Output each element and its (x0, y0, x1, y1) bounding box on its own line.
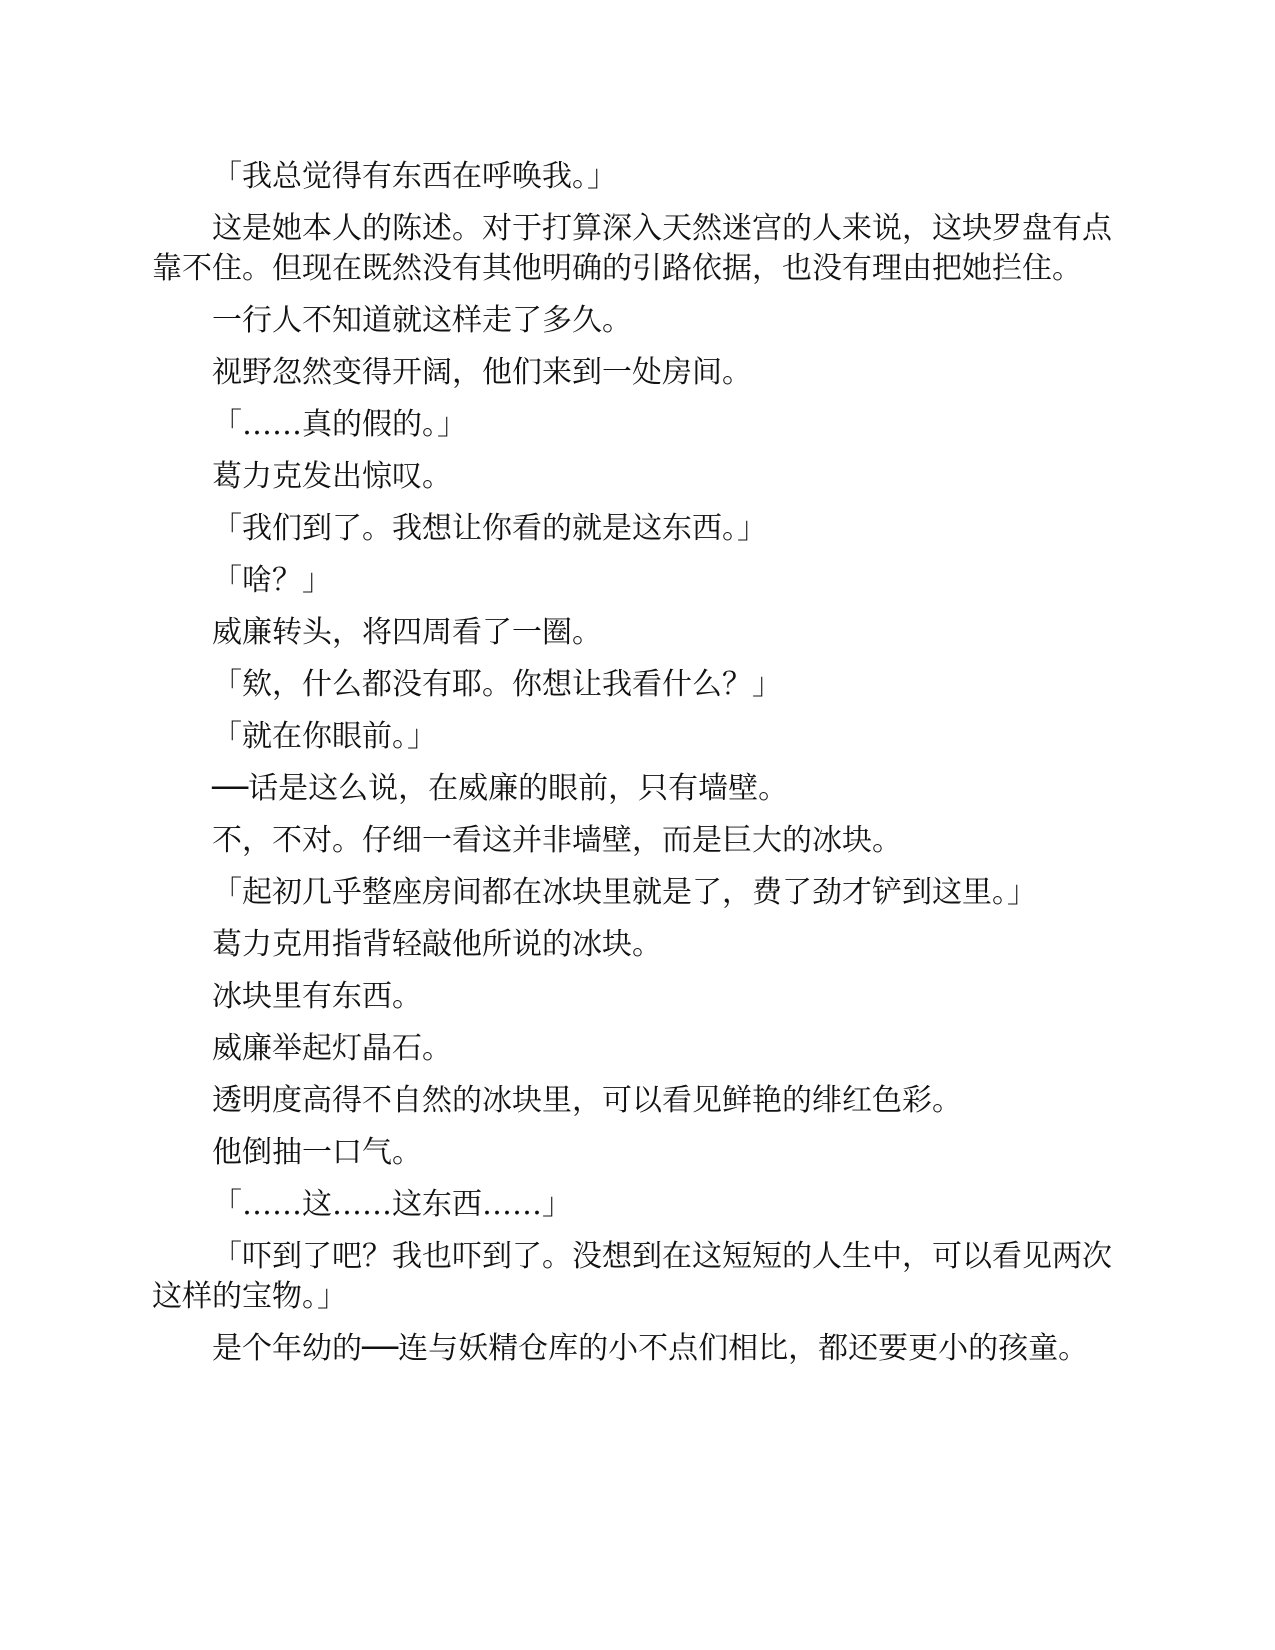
paragraph: 他倒抽一口气。 (212, 1135, 422, 1170)
paragraph: 「欸，什么都没有耶。你想让我看什么？」 (212, 667, 782, 702)
paragraph: 冰块里有东西。 (212, 979, 422, 1014)
paragraph: 威廉举起灯晶石。 (212, 1031, 452, 1066)
paragraph: 这是她本人的陈述。对于打算深入天然迷宫的人来说，这块罗盘有点靠不住。但现在既然没有其他明确的引路依据，也没有理由把她拦住。 (152, 211, 1112, 286)
paragraph: 不，不对。仔细一看这并非墙壁，而是巨大的冰块。 (212, 823, 902, 858)
paragraph: 威廉转头，将四周看了一圈。 (212, 615, 602, 650)
paragraph: 透明度高得不自然的冰块里，可以看见鲜艳的绯红色彩。 (212, 1083, 962, 1118)
paragraph: 「……这……这东西……」 (212, 1187, 572, 1222)
novel-text-body (152, 157, 1127, 1381)
paragraph: 「啥？」 (212, 563, 332, 598)
paragraph: 「起初几乎整座房间都在冰块里就是了，费了劲才铲到这里。」 (212, 875, 1037, 910)
paragraph: 葛力克用指背轻敲他所说的冰块。 (212, 927, 662, 962)
paragraph: 「……真的假的。」 (212, 407, 467, 442)
paragraph: 一行人不知道就这样走了多久。 (212, 303, 632, 338)
paragraph: 「吓到了吧？我也吓到了。没想到在这短短的人生中，可以看见两次这样的宝物。」 (152, 1239, 1112, 1314)
paragraph: 葛力克发出惊叹。 (212, 459, 452, 494)
paragraph: ──话是这么说，在威廉的眼前，只有墙壁。 (212, 771, 789, 806)
paragraph: 是个年幼的──连与妖精仓库的小不点们相比，都还要更小的孩童。 (212, 1331, 1089, 1366)
paragraph: 「我总觉得有东西在呼唤我。」 (212, 159, 617, 194)
paragraph: 「就在你眼前。」 (212, 719, 437, 754)
paragraph: 视野忽然变得开阔，他们来到一处房间。 (212, 355, 752, 390)
paragraph: 「我们到了。我想让你看的就是这东西。」 (212, 511, 767, 546)
